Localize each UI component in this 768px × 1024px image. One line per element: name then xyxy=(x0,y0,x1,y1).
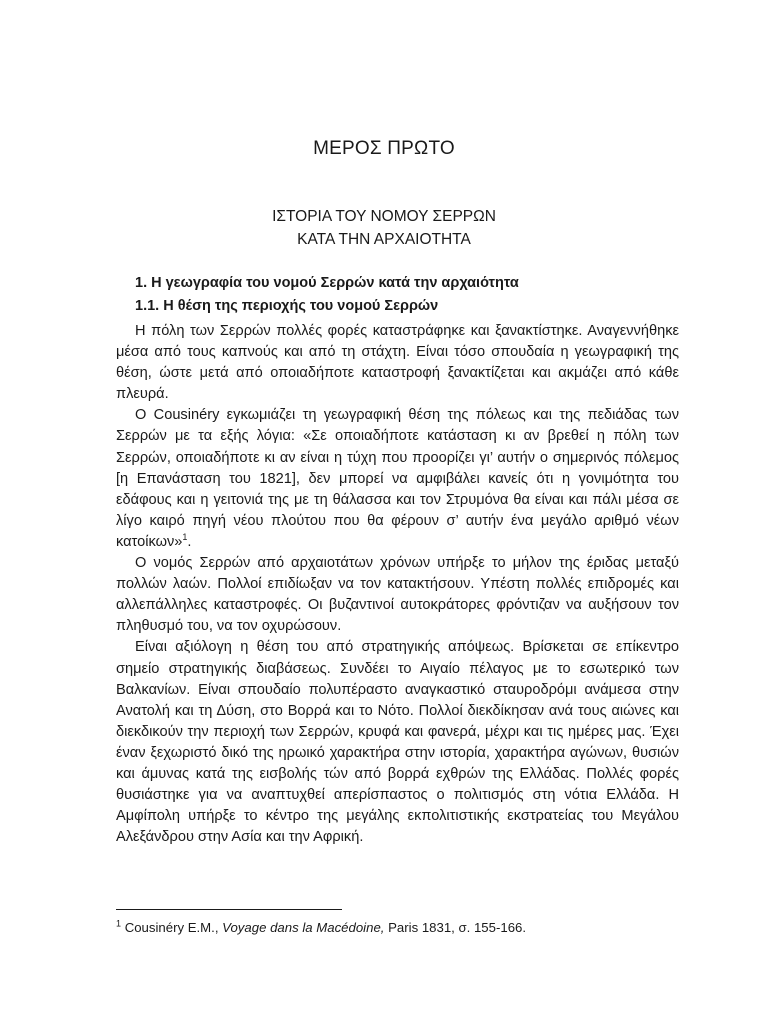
paragraph xyxy=(116,637,679,848)
chapter-title-line-1: ΙΣΤΟΡΙΑ ΤΟΥ ΝΟΜΟΥ ΣΕΡΡΩΝ xyxy=(272,208,496,225)
footnote-publication: Paris 1831, σ. 155-166. xyxy=(388,920,527,935)
subsection-heading: 1.1. Η θέση της περιοχής του νομού Σερρών xyxy=(135,298,439,314)
footnote xyxy=(116,918,679,937)
footnote-separator xyxy=(116,909,342,910)
paragraph-text: Ο Cousinéry εγκωμιάζει τη γεωγραφική θέση της πόλεως και της πεδιάδας των Σερρών με τα εξής λόγια: «Σε οποιαδήποτε κατάσταση κι αν βρεθεί η πόλη των Σερρών, οποιαδήποτε κι αν είναι η τύχη που προορίζει γι’ αυτήν ο σημερινός πόλεμος [η Επανάσταση του 1821], δεν μπορεί να αμφιβάλει κανείς ότι η γονιμότητα του εδάφους και η γειτονιά της με τη θάλασσα και τον Στρυμόνα θα είναι και πάλι μέσα σε λίγο καιρό πηγή νέου πλούτου που θα φέρουν σ’ αυτήν ένα μεγάλο αριθμό νέων κατοίκων» xyxy=(116,407,679,550)
footnote-author: Cousinéry E.M., xyxy=(124,920,219,935)
section-headings xyxy=(135,272,695,318)
footnote-title: Voyage dans la Macédoine, xyxy=(222,920,385,935)
paragraph: Ο Cousinéry εγκωμιάζει τη γεωγραφική θέση της πόλεως και της πεδιάδας των Σερρών με τα εξής λόγια: «Σε οποιαδήποτε κατάσταση κι αν βρεθεί η πόλη των Σερρών, οποιαδήποτε κι αν είναι η τύχη που προορίζει γι’ αυτήν ο σημερινός πόλεμος [η Επανάσταση του 1821], δεν μπορεί να αμφιβάλει κανείς ότι η γονιμότητα του εδάφους και η γειτονιά της με τη θάλασσα και τον Στρυμόνα θα είναι και πάλι μέσα σε λίγο καιρό πηγή νέου πλούτου που θα φέρουν σ’ αυτήν ένα μεγάλο αριθμό νέων κατοίκων»$^1$. xyxy=(116,407,679,550)
chapter-title xyxy=(0,205,768,251)
part-title: ΜΕΡΟΣ ΠΡΩΤΟ xyxy=(313,138,455,159)
paragraph xyxy=(116,553,679,637)
section-heading: 1. Η γεωγραφία του νομού Σερρών κατά την αρχαιότητα xyxy=(135,275,519,291)
footnote-reference[interactable]: 1 xyxy=(182,532,188,543)
paragraph-text: Η πόλη των Σερρών πολλές φορές καταστράφηκε και ξανακτίστηκε. Αναγεννήθηκε μέσα από τους καπνούς και από τη στάχτη. Είναι τόσο σπουδαία η γεωγραφική της θέση, ώστε μετά από οποιαδήποτε καταστροφή ξανακτίζεται και ακμάζει από κάθε πλευρά. xyxy=(116,323,679,403)
chapter-title-line-2: ΚΑΤΑ ΤΗΝ ΑΡΧΑΙΟΤΗΤΑ xyxy=(297,231,471,248)
body-text xyxy=(116,321,679,848)
paragraph-text: Ο νομός Σερρών από αρχαιοτάτων χρόνων υπήρξε το μήλον της έριδας μεταξύ πολλών λαών. Πολλοί επιδίωξαν να τον κατακτήσουν. Υπέστη πολλές επιδρομές και αλλεπάλληλες καταστροφές. Οι βυζαντινοί αυτοκράτορες φρόντιζαν να αυξήσουν τον πληθυσμό του, να τον οχυρώσουν. xyxy=(116,555,679,635)
paragraph xyxy=(116,321,679,405)
footnote-number: 1 xyxy=(116,918,122,929)
paragraph-text: Είναι αξιόλογη η θέση του από στρατηγικής απόψεως. Βρίσκεται σε επίκεντρο σημείο στρατηγικής διαβάσεως. Συνδέει το Αιγαίο πέλαγος με το εσωτερικό των Βαλκανίων. Είναι σπουδαίο πολυπέραστο αναγκαστικό σταυροδρόμι ανάμεσα στην Ανατολή και τη Δύση, στο Βορρά και το Νότο. Πολλοί διεκδίκησαν ανά τους αιώνες και διεκδικούν την περιοχή των Σερρών, κρυφά και φανερά, μέχρι και τις ημέρες μας. Έχει έναν ξεχωριστό δικό της ηρωικό χαρακτήρα στην ιστορία, χαρακτήρα αγώνων, θυσιών και άμυνας κατά της εισβολής τών από βορρά εχθρών της Ελλάδας. Πολλές φορές θυσιάστηκε για να αναπτυχθεί απερίσπαστος ο πολιτισμός στη νότια Ελλάδα. Η Αμφίπολη υπήρξε το κέντρο της μεγάλης εκπολιτιστικής εκστρατείας του Μεγάλου Αλεξάνδρου στην Ασία και την Αφρική. xyxy=(116,639,679,846)
